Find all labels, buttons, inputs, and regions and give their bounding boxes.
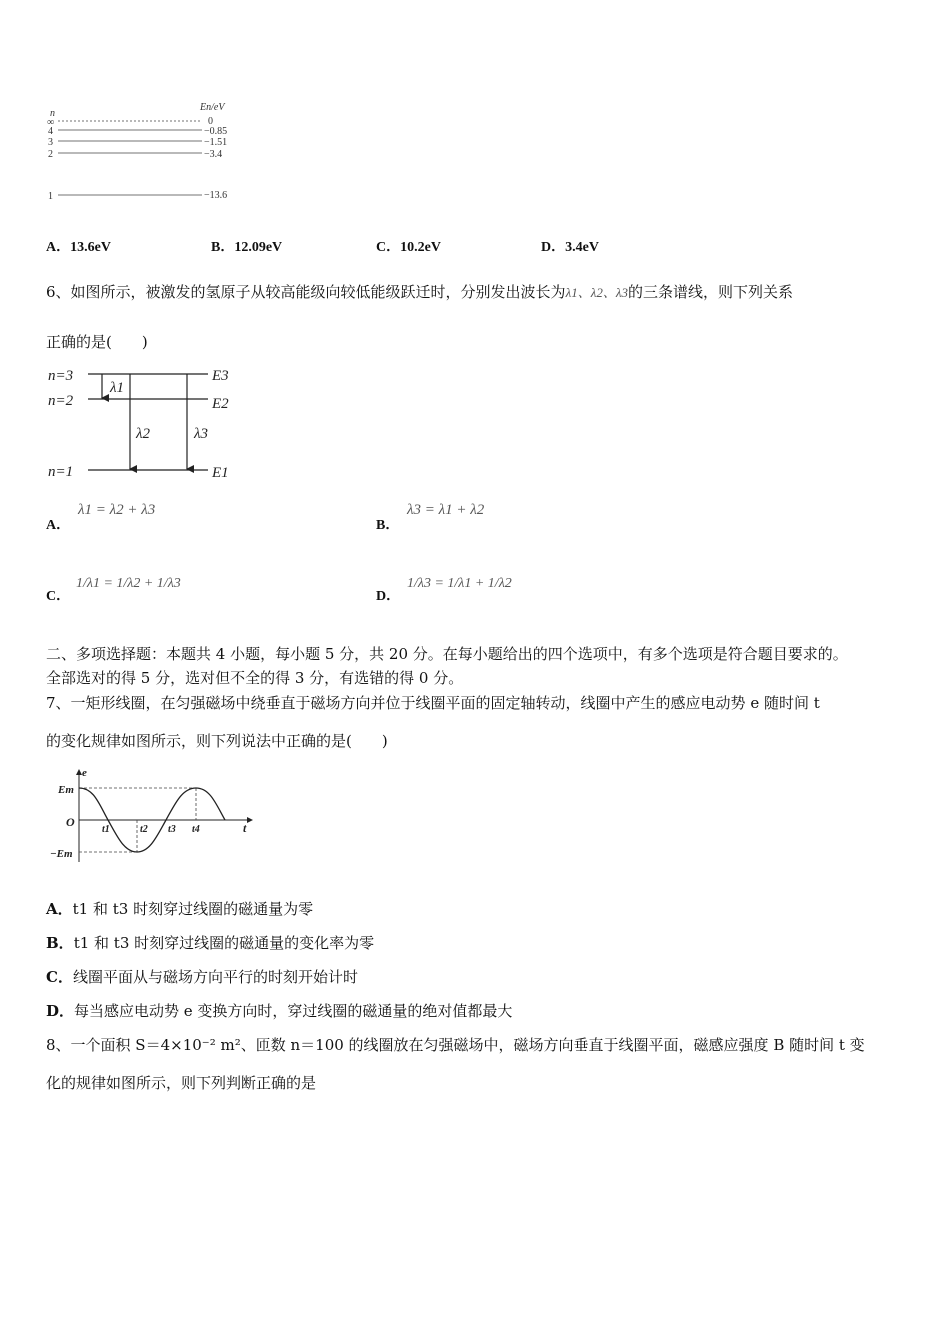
svg-text:−1.51: −1.51	[204, 137, 228, 148]
q6-option-a-expr: λ1 = λ2 + λ3	[78, 502, 156, 518]
e2-label: E2	[212, 396, 229, 412]
q8-line1: 8、一个面积 S＝4×10⁻² m²、匝数 n＝100 的线圈放在匀强磁场中，磁场方向垂直于线圈平面，磁感应强度 B 随时间 t 变	[46, 1036, 865, 1054]
q5-option-d[interactable]: D．3.4eV	[541, 240, 599, 255]
lambda2-label: λ2	[136, 426, 150, 442]
axis-t: t	[243, 821, 247, 835]
q6-option-a-label[interactable]: A．	[46, 518, 71, 533]
q7-option-b[interactable]: B．t1 和 t3 时刻穿过线圈的磁通量的变化率为零	[46, 934, 375, 952]
svg-text:0: 0	[208, 116, 213, 127]
q6-option-b-expr: λ3 = λ1 + λ2	[407, 502, 485, 518]
q6-option-d-label[interactable]: D．	[376, 589, 401, 604]
svg-text:2: 2	[48, 149, 53, 160]
q5-option-a[interactable]: A．13.6eV	[46, 240, 111, 255]
svg-text:4: 4	[48, 126, 53, 137]
n-header: n	[50, 108, 55, 119]
lambda1-label: λ1	[110, 380, 124, 396]
q7-option-a[interactable]: A．t1 和 t3 时刻穿过线圈的磁通量为零	[46, 900, 314, 918]
q6-option-d-expr: 1/λ3 = 1/λ1 + 1/λ2	[407, 576, 512, 591]
q6-line2: 正确的是( )	[46, 333, 148, 351]
axis-e: e	[82, 767, 87, 779]
label-t3: t3	[168, 824, 176, 835]
svg-text:−0.85: −0.85	[204, 126, 228, 137]
emf-graph	[44, 766, 258, 868]
q7-option-d[interactable]: D．每当感应电动势 e 变换方向时，穿过线圈的磁通量的绝对值都最大	[46, 1002, 513, 1020]
energy-level-diagram	[40, 98, 250, 208]
svg-text:−13.6: −13.6	[204, 190, 228, 201]
q6-wavelengths: λ1、λ2、λ3	[565, 285, 628, 300]
level-4	[48, 126, 227, 137]
q8-line2: 化的规律如图所示，则下列判断正确的是	[46, 1074, 317, 1092]
q5-option-c[interactable]: C．10.2eV	[376, 240, 441, 255]
q7-line1: 7、一矩形线圈，在匀强磁场中绕垂直于磁场方向并位于线圈平面的固定轴转动，线圈中产生的感应电动势 e 随时间 t	[46, 694, 820, 712]
section2-line2: 全部选对的得 5 分，选对但不全的得 3 分，有选错的得 0 分。	[46, 669, 464, 687]
svg-text:∞: ∞	[47, 117, 55, 128]
q5-option-b[interactable]: B．12.09eV	[211, 240, 283, 255]
svg-text:−3.4: −3.4	[204, 149, 223, 160]
svg-text:1: 1	[48, 191, 53, 202]
label-t1: t1	[102, 824, 110, 835]
e3-label: E3	[212, 368, 229, 384]
e-header: En/eV	[200, 102, 225, 113]
label-t4: t4	[192, 824, 200, 835]
q6-option-b-label[interactable]: B．	[376, 518, 400, 533]
level-3	[48, 137, 227, 148]
level-2	[48, 149, 222, 160]
e1-label: E1	[212, 465, 229, 481]
label-origin: O	[66, 815, 75, 829]
label-neg-em: −Em	[50, 848, 73, 860]
n1-label: n=1	[48, 464, 74, 480]
n2-label: n=2	[48, 393, 74, 409]
q6-option-c-expr: 1/λ1 = 1/λ2 + 1/λ3	[76, 576, 181, 591]
q6-option-c-label[interactable]: C．	[46, 589, 71, 604]
level-1	[48, 190, 227, 202]
lambda3-label: λ3	[194, 426, 208, 442]
section2-line1: 二、多项选择题：本题共 4 小题，每小题 5 分，共 20 分。在每小题给出的四个选项中，有多个选项是符合题目要求的。	[46, 645, 848, 663]
svg-text:3: 3	[48, 137, 53, 148]
transition-diagram	[44, 360, 244, 482]
q7-line2: 的变化规律如图所示，则下列说法中正确的是( )	[46, 732, 388, 750]
label-t2: t2	[140, 824, 148, 835]
n3-label: n=3	[48, 368, 74, 384]
q6-line1: 6、如图所示，被激发的氢原子从较高能级向较低能级跃迁时，分别发出波长为λ1、λ2、λ3的三条谱线，则下列关系	[46, 283, 793, 301]
q7-option-c[interactable]: C．线圈平面从与磁场方向平行的时刻开始计时	[46, 968, 358, 986]
label-em: Em	[58, 784, 74, 796]
level-inf	[47, 116, 213, 128]
